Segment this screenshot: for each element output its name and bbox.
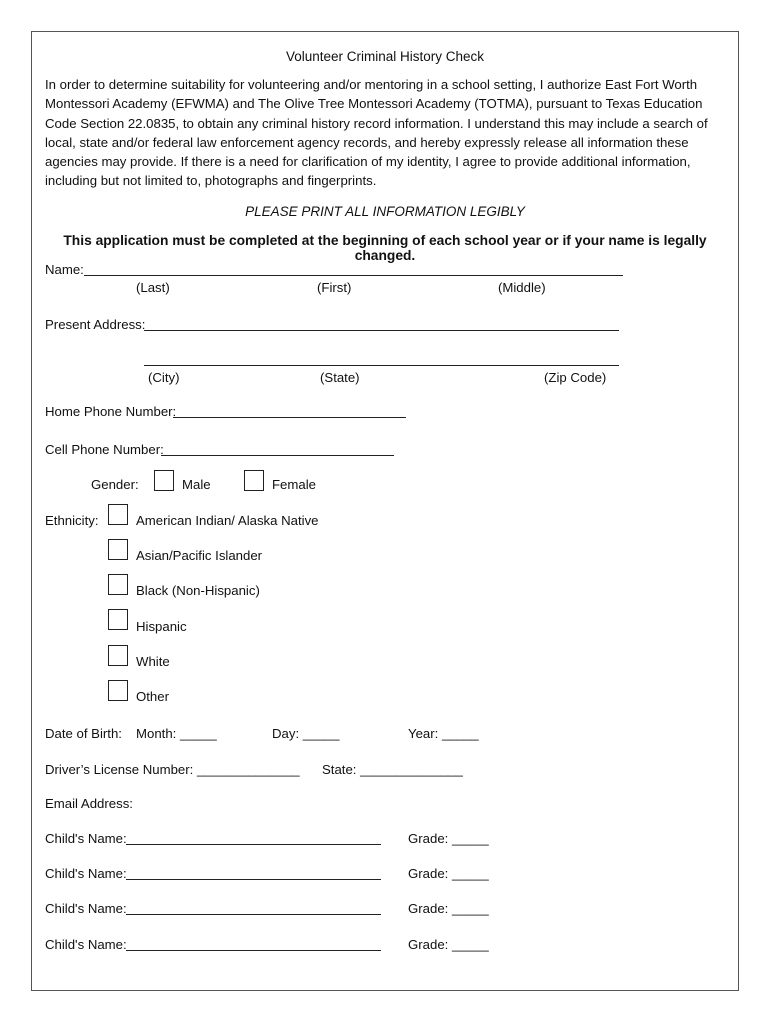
child-name-label: Child's Name: [45, 831, 127, 846]
name-label: Name: [45, 262, 84, 277]
ethnicity-other-checkbox[interactable] [108, 680, 128, 701]
child-name-label: Child's Name: [45, 866, 127, 881]
cell-phone-label: Cell Phone Number: [45, 442, 164, 457]
gender-female-checkbox[interactable] [244, 470, 264, 491]
address-city-caption: (City) [148, 370, 180, 385]
gender-male-label: Male [182, 477, 211, 492]
ethnicity-option-label: White [136, 654, 170, 669]
name-last-caption: (Last) [136, 280, 170, 295]
address-street-field[interactable] [144, 330, 619, 331]
ethnicity-option-label: Black (Non-Hispanic) [136, 583, 260, 598]
license-state-field[interactable]: State: ______________ [322, 762, 463, 777]
dob-month-field[interactable]: Month: _____ [136, 726, 217, 741]
ethnicity-option-label: Other [136, 689, 169, 704]
address-zip-caption: (Zip Code) [544, 370, 607, 385]
name-middle-caption: (Middle) [498, 280, 546, 295]
child-name-field[interactable] [126, 879, 381, 880]
dob-label: Date of Birth: [45, 726, 122, 741]
child-name-label: Child's Name: [45, 937, 127, 952]
ethnicity-hispanic-checkbox[interactable] [108, 609, 128, 630]
child-name-field[interactable] [126, 844, 381, 845]
child-grade-field[interactable]: Grade: _____ [408, 937, 489, 952]
child-name-field[interactable] [126, 914, 381, 915]
cell-phone-field[interactable] [161, 455, 394, 456]
gender-label: Gender: [91, 477, 139, 492]
ethnicity-label: Ethnicity: [45, 513, 99, 528]
consent-paragraph: In order to determine suitability for volunteering and/or mentoring in a school setting, I authorize East Fort Worth Montessori Academy (EFWMA) and The Olive Tree Montessori Academy (TOTMA), pursuant to Texas Education Code Section 22.0835, to obtain any criminal history record information. I understand this may include a search of local, state and/or federal law enforcement agency records, and hereby expressly release all information these agencies may provide. If there is a need for clarification of my identity, I agree to provide additional information, including but not limited to, photographs and fingerprints. [45, 77, 708, 189]
ethnicity-option-label: Hispanic [136, 619, 187, 634]
ethnicity-white-checkbox[interactable] [108, 645, 128, 666]
ethnicity-option-label: Asian/Pacific Islander [136, 548, 263, 563]
dob-day-field[interactable]: Day: _____ [272, 726, 340, 741]
child-grade-field[interactable]: Grade: _____ [408, 901, 489, 916]
child-name-label: Child's Name: [45, 901, 127, 916]
gender-female-label: Female [272, 477, 316, 492]
completion-notice: This application must be completed at the beginning of each school year or if your name is legally changed. [63, 233, 707, 263]
address-label: Present Address: [45, 317, 146, 332]
form-title: Volunteer Criminal History Check [285, 49, 485, 64]
print-notice: PLEASE PRINT ALL INFORMATION LEGIBLY [245, 204, 525, 219]
child-name-field[interactable] [126, 950, 381, 951]
child-grade-field[interactable]: Grade: _____ [408, 831, 489, 846]
home-phone-label: Home Phone Number: [45, 404, 177, 419]
email-label: Email Address: [45, 796, 133, 811]
gender-male-checkbox[interactable] [154, 470, 174, 491]
name-first-caption: (First) [317, 280, 352, 295]
dob-year-field[interactable]: Year: _____ [408, 726, 479, 741]
ethnicity-asian-checkbox[interactable] [108, 539, 128, 560]
address-city-state-zip-field[interactable] [144, 365, 619, 366]
ethnicity-american-indian-checkbox[interactable] [108, 504, 128, 525]
ethnicity-black-checkbox[interactable] [108, 574, 128, 595]
home-phone-field[interactable] [173, 417, 406, 418]
ethnicity-option-label: American Indian/ Alaska Native [136, 513, 319, 528]
form-page [31, 31, 739, 991]
child-grade-field[interactable]: Grade: _____ [408, 866, 489, 881]
name-field[interactable] [84, 275, 623, 276]
address-state-caption: (State) [320, 370, 360, 385]
license-number-field[interactable]: Driver’s License Number: ______________ [45, 762, 300, 777]
